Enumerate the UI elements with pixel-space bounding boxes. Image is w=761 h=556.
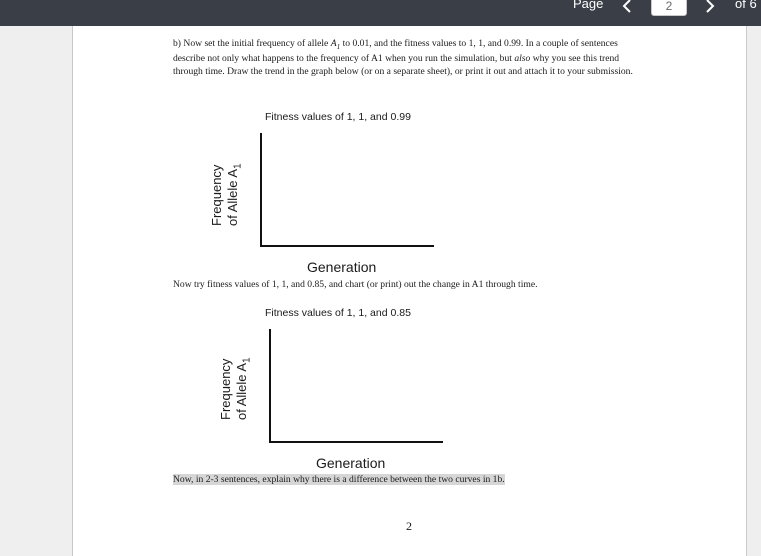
question-text: to 0.01, and the fitness values to 1, 1, and 0.99. In a couple of sentences describe not only what happens to the frequency of A1 when you run the simulation, but xyxy=(173,38,618,65)
emphasis-text: also xyxy=(514,53,531,65)
chart-1-title: Fitness values of 1, 1, and 0.99 xyxy=(265,111,411,123)
page-number: 2 xyxy=(406,519,412,533)
allele-subscript: 1 xyxy=(336,42,341,51)
next-page-button[interactable] xyxy=(698,0,722,18)
chart-2-y-axis xyxy=(269,329,271,443)
chart-1-ylabel xyxy=(209,163,247,226)
ylabel-text: of Allele A xyxy=(225,168,240,226)
question-text: b) Now set the initial frequency of allele xyxy=(173,38,331,49)
chart-1-ylabel-line1: Frequency xyxy=(209,164,224,226)
instruction-fitness-085: Now try fitness values of 1, 1, and 0.85, and chart (or print) out the change in A1 through time. xyxy=(173,279,538,290)
allele-symbol: A xyxy=(330,38,337,49)
chevron-left-icon xyxy=(621,0,633,13)
ylabel-text: of Allele A xyxy=(234,362,249,420)
chart-1-x-axis xyxy=(260,245,434,247)
chart-2-xlabel: Generation xyxy=(316,455,386,471)
chart-2-ylabel-line2 xyxy=(234,357,256,420)
question-text: why you see this trend through time. Draw the trend in the graph below (or on a separate sheet), or print it out and attach it to your submission. xyxy=(173,53,633,77)
chart-1-ylabel-line2 xyxy=(225,163,247,226)
chart-1-xlabel: Generation xyxy=(307,259,377,275)
chart-2-ylabel-line1: Frequency xyxy=(218,358,233,420)
question-explain-difference[interactable]: Now, in 2-3 sentences, explain why there is a difference between the two curves in 1b. xyxy=(173,474,505,485)
ylabel-subscript: 1 xyxy=(232,163,244,169)
page-number-input[interactable]: 2 xyxy=(651,0,687,16)
chevron-right-icon xyxy=(704,0,716,13)
page-label: Page xyxy=(573,0,604,11)
pdf-viewer-toolbar xyxy=(0,0,761,26)
previous-page-button[interactable] xyxy=(615,0,639,18)
chart-1-y-axis xyxy=(260,133,262,247)
chart-2-x-axis xyxy=(269,441,443,443)
document-page xyxy=(72,26,747,556)
page-total: of 6 xyxy=(735,0,757,11)
ylabel-subscript: 1 xyxy=(241,357,253,363)
chart-2-title: Fitness values of 1, 1, and 0.85 xyxy=(265,307,411,319)
chart-2-ylabel xyxy=(218,357,256,420)
question-part-b xyxy=(173,38,643,78)
